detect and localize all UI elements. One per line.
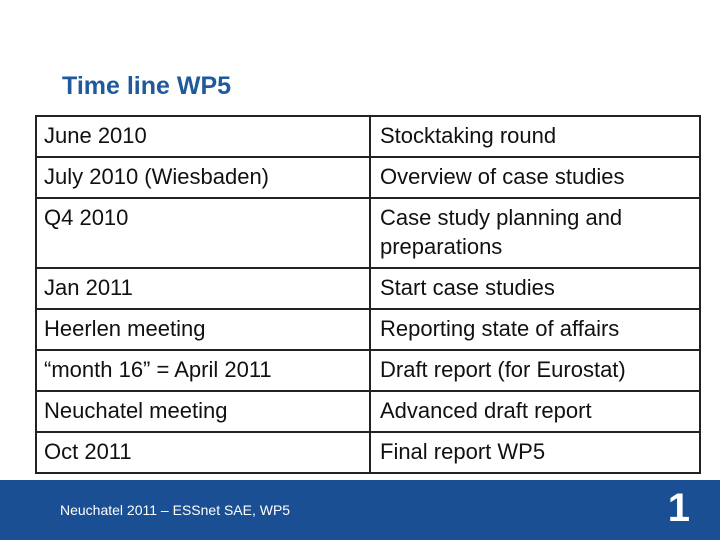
table-row <box>36 198 700 268</box>
table-row <box>36 350 700 391</box>
timeline-date-cell: July 2010 (Wiesbaden) <box>36 157 370 198</box>
timeline-activity-cell: Case study planning and preparations <box>370 198 700 268</box>
timeline-activity-cell: Stocktaking round <box>370 116 700 157</box>
footer-bar <box>0 480 720 540</box>
footer-text: Neuchatel 2011 – ESSnet SAE, WP5 <box>60 502 291 518</box>
timeline-activity-cell: Draft report (for Eurostat) <box>370 350 700 391</box>
timeline-activity-cell: Final report WP5 <box>370 432 700 473</box>
timeline-activity-cell: Start case studies <box>370 268 700 309</box>
timeline-date-cell: June 2010 <box>36 116 370 157</box>
timeline-date-cell: Q4 2010 <box>36 198 370 268</box>
timeline-date-cell: Oct 2011 <box>36 432 370 473</box>
timeline-date-cell: Neuchatel meeting <box>36 391 370 432</box>
table-row <box>36 432 700 473</box>
table-row <box>36 116 700 157</box>
timeline-table <box>35 115 701 474</box>
timeline-date-cell: Jan 2011 <box>36 268 370 309</box>
timeline-date-cell: “month 16” = April 2011 <box>36 350 370 391</box>
timeline-date-cell: Heerlen meeting <box>36 309 370 350</box>
page-number: 1 <box>667 486 690 530</box>
table-row <box>36 309 700 350</box>
table-row <box>36 268 700 309</box>
timeline-activity-cell: Overview of case studies <box>370 157 700 198</box>
slide-title: Time line WP5 <box>62 72 232 100</box>
timeline-activity-cell: Reporting state of affairs <box>370 309 700 350</box>
timeline-activity-cell: Advanced draft report <box>370 391 700 432</box>
table-row <box>36 157 700 198</box>
table-row <box>36 391 700 432</box>
